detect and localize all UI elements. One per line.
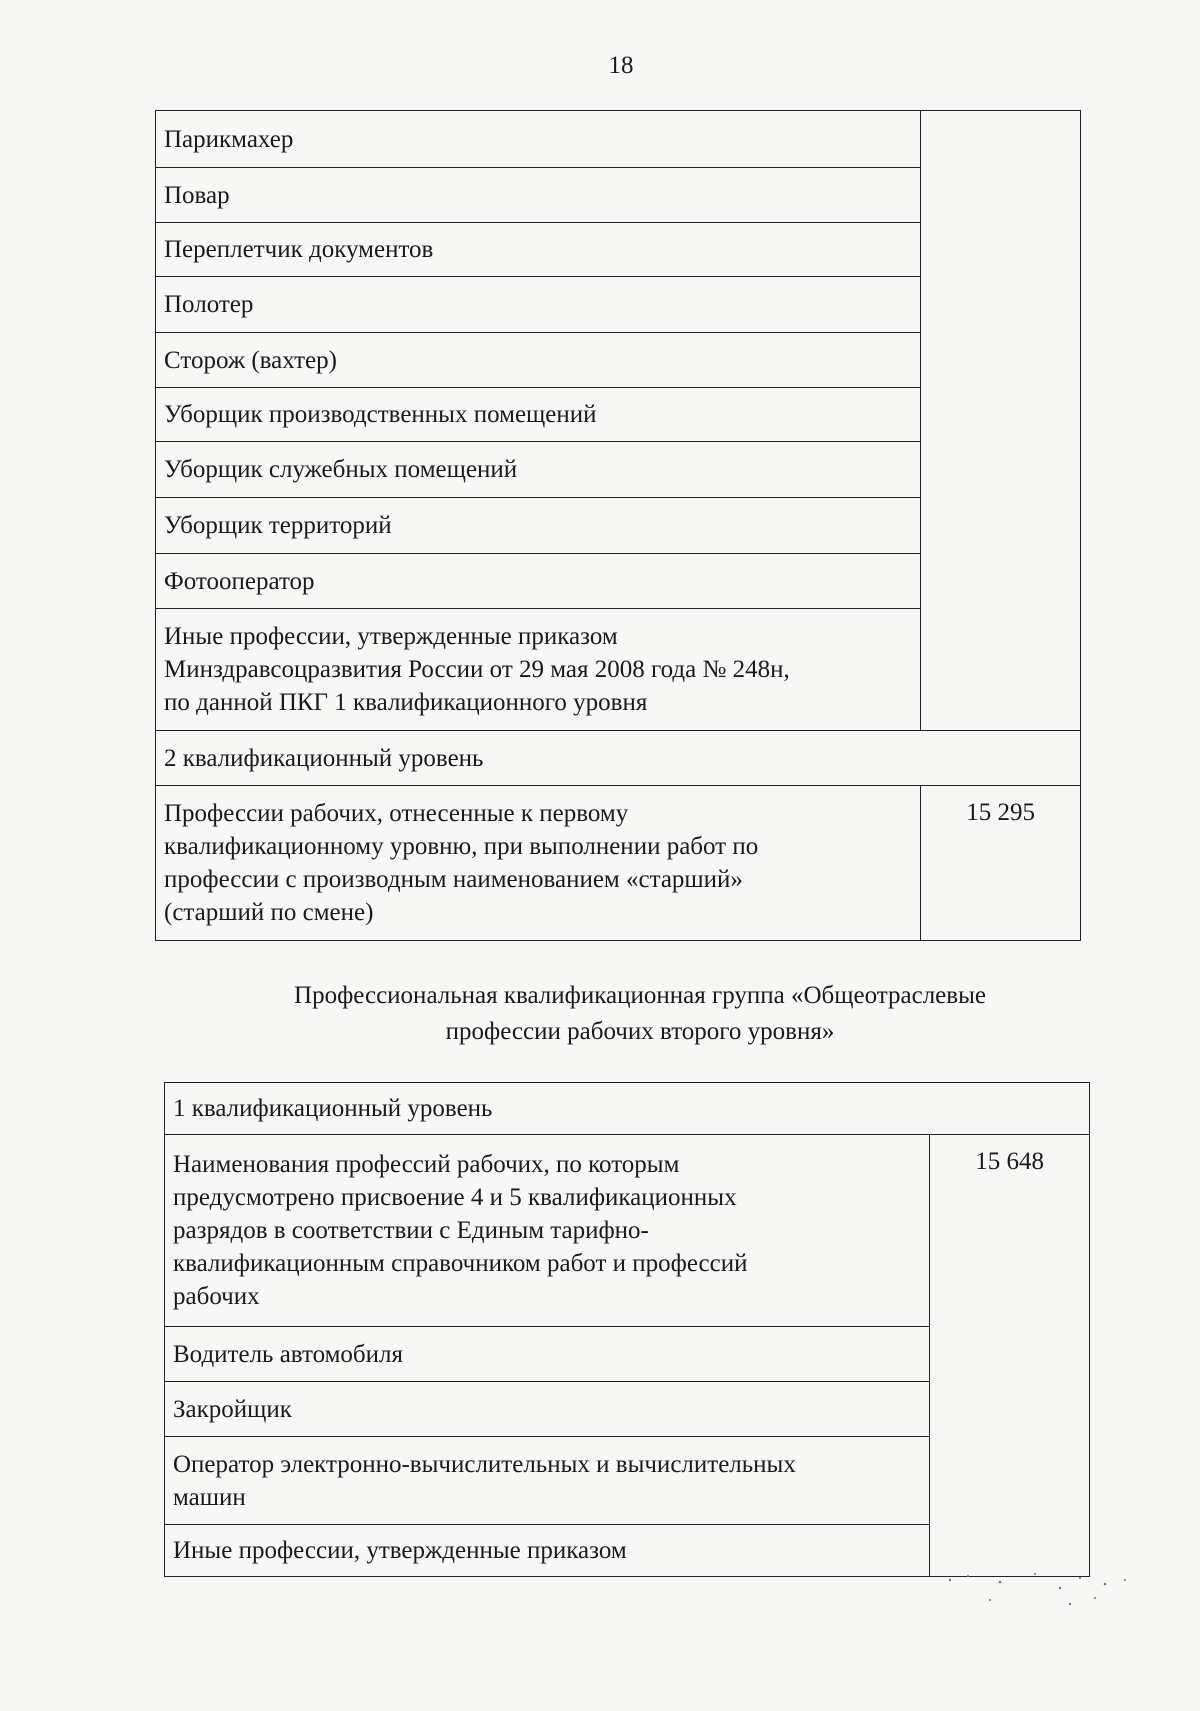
profession-cell: Парикмахер [156, 111, 921, 168]
profession-cell: Переплетчик документов [156, 223, 921, 277]
table-row [156, 786, 1081, 941]
profession-cell: Уборщик производственных помещений [156, 388, 921, 442]
profession-cell: Уборщик территорий [156, 498, 921, 554]
senior-professions-cell [156, 786, 921, 941]
level-header-row [156, 731, 1081, 786]
level-1-header: 1 квалификационный уровень [165, 1083, 1090, 1135]
professions-description-cell [165, 1135, 930, 1327]
level-2-header: 2 квалификационный уровень [156, 731, 1081, 786]
text-line: Иные профессии, утвержденные приказом [164, 623, 618, 650]
profession-cell: Уборщик служебных помещений [156, 442, 921, 498]
table-row [165, 1135, 1090, 1327]
text-line: Оператор электронно-вычислительных и вычислительных [173, 1450, 796, 1478]
text-line: разрядов в соответствии с Единым тарифно- [173, 1217, 649, 1244]
section-heading [190, 978, 1090, 1050]
heading-line: Профессиональная квалификационная группа «Общеотраслевые [294, 982, 986, 1009]
profession-cell: Водитель автомобиля [165, 1327, 930, 1382]
salary-cell-empty [921, 111, 1081, 731]
table-row [156, 111, 1081, 168]
profession-cell: Фотооператор [156, 554, 921, 609]
text-line: (старший по смене) [164, 899, 374, 926]
heading-line: профессии рабочих второго уровня» [445, 1018, 835, 1045]
profession-cell: Повар [156, 168, 921, 223]
text-line: квалификационным справочником работ и профессий [173, 1250, 748, 1277]
other-professions-cell [156, 609, 921, 731]
scan-noise-decoration [940, 1568, 1140, 1618]
text-line: квалификационному уровню, при выполнении работ по [164, 833, 759, 860]
profession-cell [165, 1437, 930, 1525]
salary-value: 15 295 [921, 786, 1081, 941]
text-line: по данной ПКГ 1 квалификационного уровня [164, 689, 648, 716]
salary-value: 15 648 [930, 1135, 1090, 1577]
text-line: профессии с производным наименованием «старший» [164, 866, 743, 893]
text-line: рабочих [173, 1283, 260, 1310]
text-line: Минздравсоцразвития России от 29 мая 2008 года № 248н, [164, 656, 790, 683]
text-line: предусмотрено присвоение 4 и 5 квалификационных [173, 1184, 737, 1211]
table-pkg1-continued [155, 110, 1081, 941]
level-header-row [165, 1083, 1090, 1135]
profession-cell: Полотер [156, 277, 921, 333]
text-line: машин [173, 1483, 246, 1511]
profession-cell: Закройщик [165, 1382, 930, 1437]
table-pkg2 [164, 1082, 1090, 1577]
text-line: Профессии рабочих, отнесенные к первому [164, 800, 629, 827]
text-line: Наименования профессий рабочих, по которым [173, 1151, 680, 1178]
page-number: 18 [608, 52, 634, 79]
profession-cell: Сторож (вахтер) [156, 333, 921, 388]
profession-cell: Иные профессии, утвержденные приказом [165, 1525, 930, 1577]
